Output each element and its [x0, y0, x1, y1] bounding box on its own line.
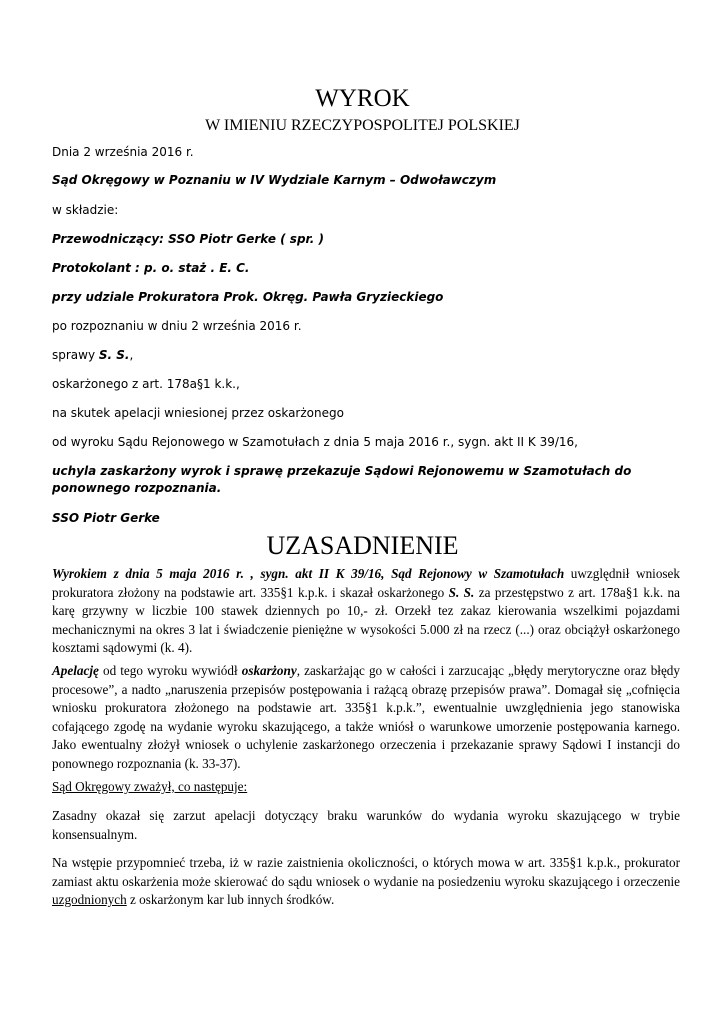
case-prefix: sprawy: [52, 348, 99, 362]
defendant-term: oskarżony: [241, 663, 297, 678]
court-name: Sąd Okręgowy w Poznaniu w IV Wydziale Karnym – Odwoławczym: [52, 173, 497, 187]
ruling-text: uchyla zaskarżony wyrok i sprawę przekazuje Sądowi Rejonowemu w Szamotułach do ponownego rozpoznania.: [52, 464, 632, 495]
defendant-name: S. S.: [448, 584, 475, 600]
justification-paragraph-1: [52, 565, 680, 658]
paragraph-text: , zaskarżając go w całości i zarzucając „błędy merytoryczne oraz błędy procesowe”, a nadto „naruszenia przepisów postępowania i rażącą obrazę przepisów prawa”. Domagał się „cofnięcia wniosku prokuratora złożonego na podstawie art. 335§1 k.p.k.”, ewentualnie uwzględnienia jego stanowiska cofającego zgodę na wydanie wyroku skazującego, a także wniósł o warunkowe umorzenie postępowania karnego. Jako ewentualny złożył wniosek o uchylenie zaskarżonego orzeczenia i przekazanie sprawy Sądowi I instancji do ponownego rozpoznania (k. 33-37).: [52, 663, 680, 771]
paragraph-text: Na wstępie przypomnieć trzeba, iż w razie zaistnienia okoliczności, o których mowa w art. 335§1 k.p.k., prokurator zamiast aktu oskarżenia może skierować do sądu wniosek o wydanie na posiedzeniu wyroku skazującego i orzeczenie: [52, 855, 680, 889]
court-clerk: Protokolant : p. o. staż . E. C.: [52, 261, 250, 275]
judgment-citation: Wyrokiem z dnia 5 maja 2016 r. , sygn. akt II K 39/16, Sąd Rejonowy w Szamotułach: [52, 566, 565, 581]
case-suffix: ,: [129, 348, 134, 362]
paragraph-text: z oskarżonym kar lub innych środków.: [126, 892, 335, 907]
paragraph-text: za przestępstwo z art. 178a§1 k.k. na karę grzywny w liczbie 100 stawek dziennych po 10,- zł. Orzekł tez zakaz kierowania wszelkimi pojazdami mechanicznymi na okres 3 lat i świadczenie pieniężne w wysokości 5.000 zł na rzecz (...) oraz obciążył oskarżonego kosztami sądowymi (k. 4).: [52, 584, 680, 655]
appeal-line: na skutek apelacji wniesionej przez oskarżonego: [52, 406, 344, 420]
document-title: WYROK: [315, 85, 410, 112]
composition-label: w składzie:: [52, 203, 119, 217]
justification-title: UZASADNIENIE: [266, 531, 459, 560]
paragraph-text: od tego wyroku wywiódł: [98, 663, 242, 678]
presiding-judge: Przewodniczący: SSO Piotr Gerke ( spr. ): [52, 232, 324, 246]
prosecutor-line: przy udziale Prokuratora Prok. Okręg. Pawła Gryzieckiego: [52, 290, 444, 304]
verdict-date: Dnia 2 września 2016 r.: [52, 145, 194, 159]
signature: SSO Piotr Gerke: [52, 511, 160, 525]
hearing-date: po rozpoznaniu w dniu 2 września 2016 r.: [52, 319, 302, 333]
judgment-reference: od wyroku Sądu Rejonowego w Szamotułach z dnia 5 maja 2016 r., sygn. akt II K 39/16,: [52, 435, 578, 449]
justification-paragraph-4: [52, 854, 680, 910]
charge-line: oskarżonego z art. 178a§1 k.k.,: [52, 377, 240, 391]
court-considered-heading: Sąd Okręgowy zważył, co następuje:: [52, 779, 248, 794]
paragraph-text: uwzględnił wniosek prokuratora złożony na podstawie art. 335§1 k.p.k. i skazał oskarżonego: [52, 566, 680, 600]
document-subtitle: W IMIENIU RZECZYPOSPOLITEJ POLSKIEJ: [205, 117, 520, 134]
appeal-term: Apelację: [52, 663, 99, 678]
case-party: S. S.: [98, 348, 130, 362]
justification-paragraph-3: Zasadny okazał się zarzut apelacji dotyczący braku warunków do wydania wyroku skazującego w trybie konsensualnym.: [52, 808, 680, 842]
case-line: [52, 347, 682, 363]
underlined-term: uzgodnionych: [52, 892, 127, 907]
justification-paragraph-2: [52, 662, 680, 773]
